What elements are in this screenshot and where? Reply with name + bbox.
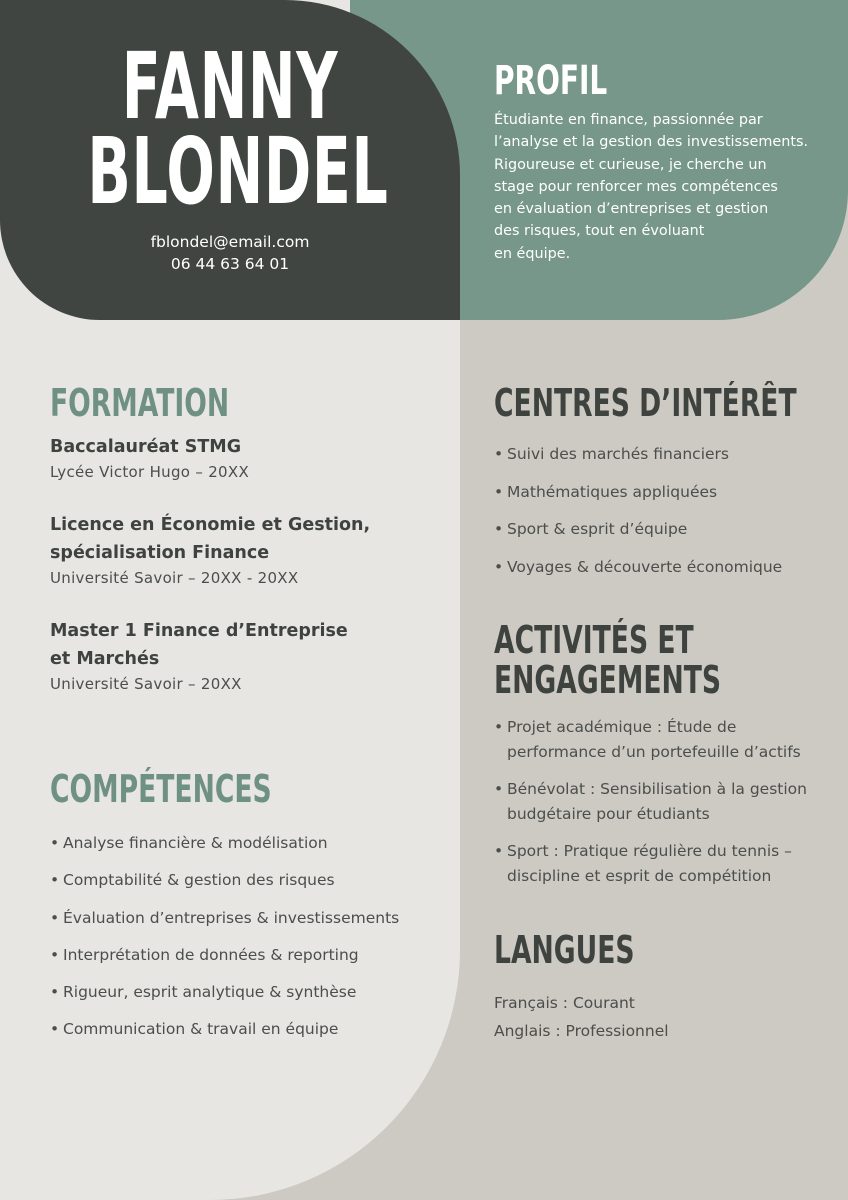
profil-heading: PROFIL (494, 58, 608, 104)
language-item: Anglais : Professionnel (494, 1022, 669, 1040)
profil-line: stage pour renforcer mes compétences (494, 178, 778, 195)
bullet-icon: • (50, 983, 60, 1002)
list-item: • Mathématiques appliquées (494, 480, 782, 518)
list-item: • Évaluation d’entreprises & investissements (50, 906, 399, 943)
education-title: et Marchés (50, 649, 160, 669)
list-item: • Suivi des marchés financiers (494, 442, 782, 480)
education-item (50, 433, 249, 483)
bullet-icon: • (494, 482, 504, 501)
list-item: • Bénévolat : Sensibilisation à la gestion budgétaire pour étudiants (494, 777, 807, 827)
bullet-icon: • (50, 871, 60, 890)
profil-line: l’analyse et la gestion des investissements. (494, 134, 809, 151)
education-title: Licence en Économie et Gestion, (50, 515, 371, 535)
profil-line: des risques, tout en évoluant (494, 223, 705, 240)
activites-list (494, 715, 807, 901)
formation-heading: FORMATION (50, 381, 230, 425)
list-item: • Voyages & découverte économique (494, 555, 782, 593)
langues-list (494, 989, 669, 1045)
language-item: Français : Courant (494, 994, 635, 1012)
activites-heading: ACTIVITÉS ET ENGAGEMENTS (494, 618, 722, 702)
profil-line: Étudiante en finance, passionnée par (494, 112, 763, 128)
education-detail: Université Savoir – 20XX (50, 675, 242, 693)
education-item (50, 511, 370, 589)
bullet-icon: • (494, 718, 504, 736)
list-item: • Sport & esprit d’équipe (494, 517, 782, 555)
list-item: • Comptabilité & gestion des risques (50, 868, 399, 905)
education-title: spécialisation Finance (50, 543, 270, 563)
candidate-name (0, 33, 460, 225)
bullet-icon: • (50, 834, 60, 852)
profil-line: en équipe. (494, 245, 571, 262)
competences-list (50, 831, 399, 1055)
bullet-icon: • (494, 842, 504, 860)
interets-heading: CENTRES D’INTÉRÊT (494, 381, 797, 425)
bullet-icon: • (494, 445, 504, 463)
bullet-icon: • (494, 520, 504, 538)
list-item: • Rigueur, esprit analytique & synthèse (50, 980, 399, 1017)
langues-heading: LANGUES (494, 928, 635, 972)
list-item: • Interprétation de données & reporting (50, 943, 399, 980)
bullet-icon: • (50, 1020, 60, 1039)
interets-list (494, 442, 782, 592)
profil-line: en évaluation d’entreprises et gestion (494, 201, 769, 218)
list-item: • Projet académique : Étude de performance d’un portefeuille d’actifs (494, 715, 807, 765)
education-detail: Université Savoir – 20XX - 20XX (50, 569, 299, 587)
last-name: BLONDEL (87, 118, 389, 225)
education-detail: Lycée Victor Hugo – 20XX (50, 463, 250, 481)
profil-text (494, 109, 808, 265)
bullet-icon: • (50, 945, 60, 964)
contact-info (0, 231, 460, 275)
education-title: Baccalauréat STMG (50, 437, 242, 457)
competences-heading: COMPÉTENCES (50, 767, 272, 811)
list-item: • Communication & travail en équipe (50, 1017, 399, 1054)
phone: 06 44 63 64 01 (170, 255, 290, 273)
education-item (50, 617, 348, 695)
first-name: FANNY (121, 33, 339, 140)
bullet-icon: • (50, 908, 60, 927)
profil-line: Rigoureuse et curieuse, je cherche un (494, 156, 767, 173)
list-item: • Analyse financière & modélisation (50, 831, 399, 868)
education-title: Master 1 Finance d’Entreprise (50, 621, 348, 641)
list-item: • Sport : Pratique régulière du tennis – discipline et esprit de compétition (494, 839, 807, 889)
email: fblondel@email.com (150, 233, 310, 251)
bullet-icon: • (494, 557, 504, 576)
bullet-icon: • (494, 780, 504, 798)
